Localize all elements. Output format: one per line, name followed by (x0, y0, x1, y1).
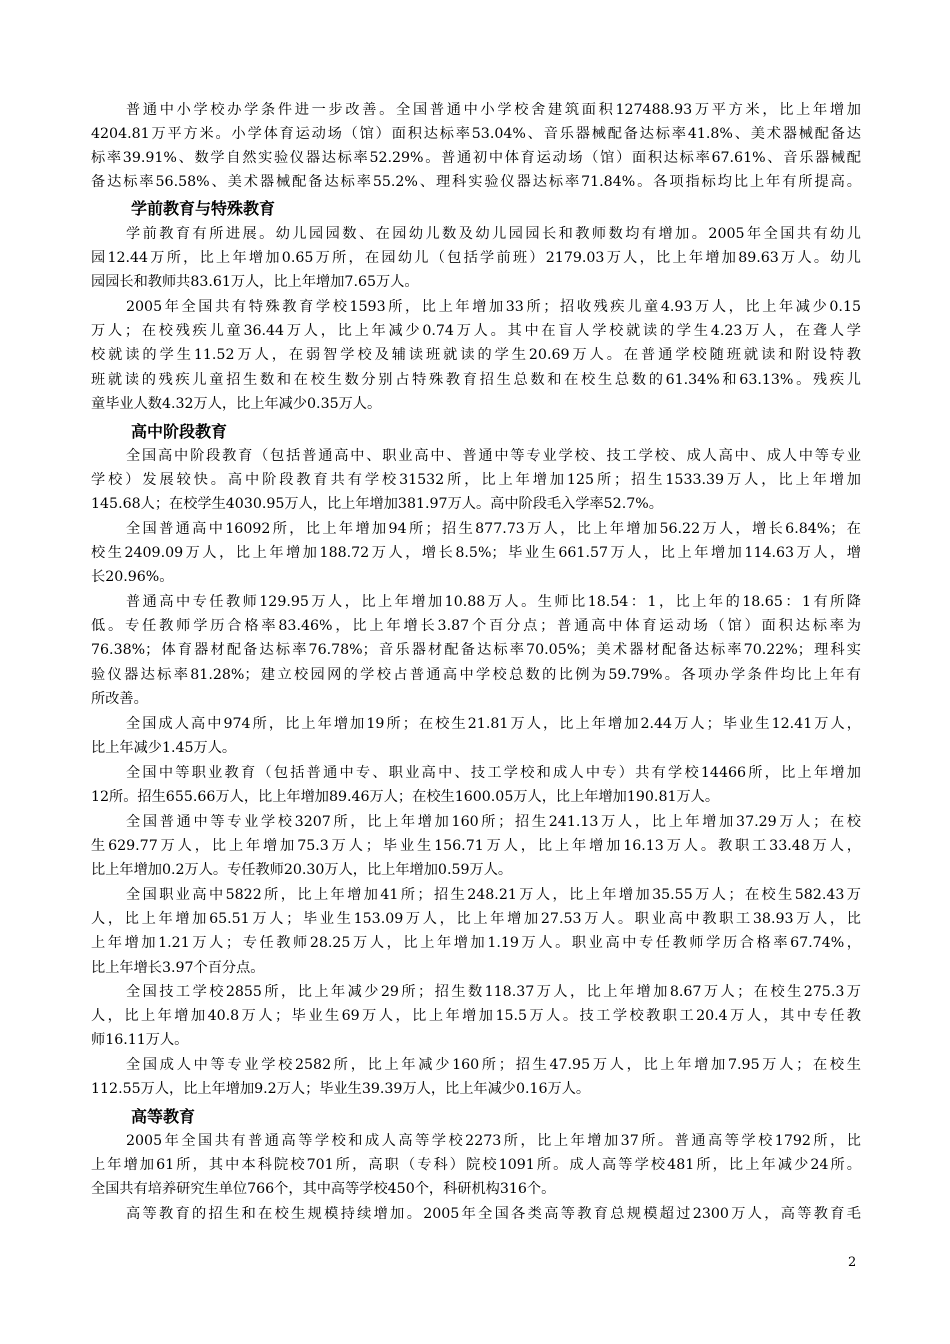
text-line: 备达标率56.58%、美术器械配备达标率55.2%、理科实验仪器达标率71.84%。各项指标均比上年有所提高。 (91, 174, 861, 190)
section-heading-higher-education: 高等教育 (131, 1107, 196, 1126)
text-line: 人，比上年增加40.8万人；毕业生69万人，比上年增加15.5万人。技工学校教职工20.4万人，其中专任教 (91, 1008, 861, 1024)
text-line: 所改善。 (91, 691, 148, 707)
page-number: 2 (848, 1255, 857, 1270)
text-line: 2005年全国共有普通高等学校和成人高等学校2273所，比上年增加37所。普通高等学校1792所，比 (126, 1133, 861, 1149)
text-line: 验仪器达标率81.28%；建立校园网的学校占普通高中学校总数的比例为59.79%。各项办学条件均比上年有 (91, 667, 861, 683)
text-line: 学前教育有所进展。幼儿园园数、在园幼儿数及幼儿园园长和教师数均有增加。2005年全国共有幼儿 (126, 226, 861, 242)
text-line: 全国技工学校2855所，比上年减少29所；招生数118.37万人，比上年增加8.67万人；在校生275.3万 (126, 984, 861, 1000)
text-line: 全国普通中等专业学校3207所，比上年增加160所；招生241.13万人，比上年增加37.29万人；在校 (126, 814, 861, 830)
text-line: 4204.81万平方米。小学体育运动场（馆）面积达标率53.04%、音乐器械配备达标率41.8%、美术器械配备达 (91, 126, 861, 142)
text-line: 比上年增长3.97个百分点。 (91, 960, 265, 976)
text-line: 高等教育的招生和在校生规模持续增加。2005年全国各类高等教育总规模超过2300万人，高等教育毛 (126, 1206, 861, 1222)
text-line: 普通中小学校办学条件进一步改善。全国普通中小学校舍建筑面积127488.93万平方米，比上年增加 (126, 102, 861, 118)
text-line: 生629.77万人，比上年增加75.3万人；毕业生156.71万人，比上年增加16.13万人。教职工33.48万人， (91, 838, 861, 854)
text-line: 学校）发展较快。高中阶段教育共有学校31532所，比上年增加125所；招生1533.39万人，比上年增加 (91, 472, 861, 488)
text-line: 童毕业人数4.32万人，比上年减少0.35万人。 (91, 396, 382, 412)
text-line: 园园长和教师共83.61万人，比上年增加7.65万人。 (91, 274, 419, 290)
text-line: 145.68人；在校学生4030.95万人，比上年增加381.97万人。高中阶段毛入学率52.7%。 (91, 496, 663, 512)
text-line: 园12.44万所，比上年增加0.65万所，在园幼儿（包括学前班）2179.03万人，比上年增加89.63万人。幼儿 (91, 250, 861, 266)
text-line: 全国成人高中974所，比上年增加19所；在校生21.81万人，比上年增加2.44万人；毕业生12.41万人， (126, 716, 861, 732)
text-line: 12所。招生655.66万人，比上年增加89.46万人；在校生1600.05万人，比上年增加190.81万人。 (91, 789, 720, 805)
text-line: 全国高中阶段教育（包括普通高中、职业高中、普通中等专业学校、技工学校、成人高中、成人中等专业 (126, 448, 861, 464)
section-heading-high-school: 高中阶段教育 (131, 422, 228, 441)
text-line: 低。专任教师学历合格率83.46%，比上年增长3.87个百分点；普通高中体育运动场（馆）面积达标率为 (91, 618, 861, 634)
text-line: 上年增加61所，其中本科院校701所，高职（专科）院校1091所。成人高等学校481所，比上年减少24所。 (91, 1157, 861, 1173)
text-line: 比上年增加0.2万人。专任教师20.30万人，比上年增加0.59万人。 (91, 862, 513, 878)
text-line: 万人；在校残疾儿童36.44万人，比上年减少0.74万人。其中在盲人学校就读的学生4.23万人，在聋人学 (91, 323, 861, 339)
text-line: 比上年减少1.45万人。 (91, 740, 237, 756)
text-line: 全国职业高中5822所，比上年增加41所；招生248.21万人，比上年增加35.55万人；在校生582.43万 (126, 887, 861, 903)
text-line: 长20.96%。 (91, 569, 174, 585)
text-line: 全国中等职业教育（包括普通中专、职业高中、技工学校和成人中专）共有学校14466所，比上年增加 (126, 765, 861, 781)
text-line: 校就读的学生11.52万人，在弱智学校及辅读班就读的学生20.69万人。在普通学校随班就读和附设特教 (91, 347, 861, 363)
text-line: 班就读的残疾儿童招生数和在校生数分别占特殊教育招生总数和在校生总数的61.34%和63.13%。残疾儿 (91, 372, 861, 388)
text-line: 全国共有培养研究生单位766个，其中高等学校450个，科研机构316个。 (91, 1181, 556, 1197)
text-line: 112.55万人，比上年增加9.2万人；毕业生39.39万人，比上年减少0.16万人。 (91, 1081, 591, 1097)
text-line: 上年增加1.21万人；专任教师28.25万人，比上年增加1.19万人。职业高中专任教师学历合格率67.74%， (91, 935, 861, 951)
text-line: 76.38%；体育器材配备达标率76.78%；音乐器材配备达标率70.05%；美术器材配备达标率70.22%；理科实 (91, 642, 861, 658)
text-line: 校生2409.09万人，比上年增加188.72万人，增长8.5%；毕业生661.57万人，比上年增加114.63万人，增 (91, 545, 861, 561)
text-line: 普通高中专任教师129.95万人，比上年增加10.88万人。生师比18.54：1，比上年的18.65：1有所降 (126, 594, 861, 610)
text-line: 全国普通高中16092所，比上年增加94所；招生877.73万人，比上年增加56.22万人，增长6.84%；在 (126, 521, 861, 537)
text-line: 师16.11万人。 (91, 1032, 189, 1048)
section-heading-preschool: 学前教育与特殊教育 (131, 199, 276, 218)
text-line: 全国成人中等专业学校2582所，比上年减少160所；招生47.95万人，比上年增加7.95万人；在校生 (126, 1057, 861, 1073)
text-line: 标率39.91%、数学自然实验仪器达标率52.29%。普通初中体育运动场（馆）面积达标率67.61%、音乐器械配 (91, 150, 861, 166)
text-line: 2005年全国共有特殊教育学校1593所，比上年增加33所；招收残疾儿童4.93万人，比上年减少0.15 (126, 299, 861, 315)
text-line: 人，比上年增加65.51万人；毕业生153.09万人，比上年增加27.53万人。职业高中教职工38.93万人，比 (91, 911, 861, 927)
